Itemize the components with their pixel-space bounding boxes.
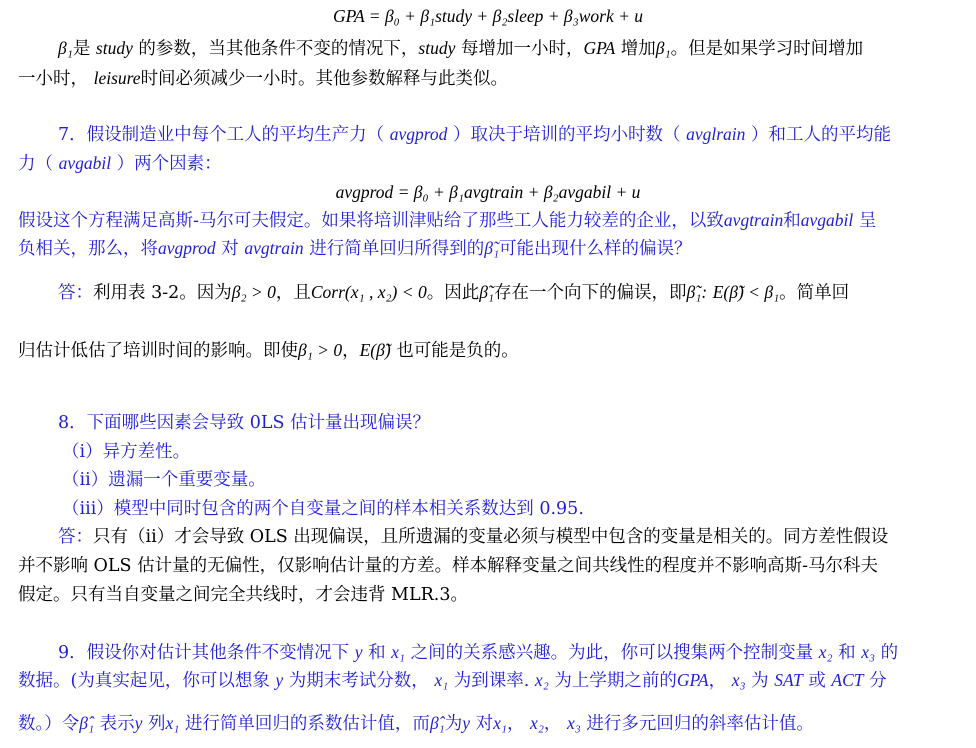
math-symbol: β̃₁ [484, 238, 500, 258]
math-symbol: ACT [831, 670, 864, 690]
text-run: 是 [72, 39, 91, 59]
math-symbol: E(β̃) [359, 340, 391, 360]
text-run: 利用表 3-2。因为 [93, 283, 232, 303]
math-symbol: y [134, 713, 143, 733]
text-run: 和 [838, 643, 856, 663]
text-run: 列 [148, 714, 166, 734]
text-run: 表示 [99, 714, 135, 734]
text-run: 为到课率. [453, 671, 530, 691]
math-symbol: β₁ > 0 [298, 340, 343, 360]
math-symbol: x₂ [818, 642, 833, 662]
math-symbol: avgabil [58, 153, 112, 173]
question-8-option: （ii）遗漏一个重要变量。 [62, 470, 266, 490]
text-run: 。因此 [426, 283, 480, 303]
text-run: 只有（ii）才会导致 OLS 出现偏误，且所遗漏的变量必须与模型中包含的变量是相关的。同方差性假设 [93, 527, 889, 547]
text-run: 7．假设制造业中每个工人的平均生产力（ [58, 125, 385, 145]
text-run: 对 [475, 714, 494, 734]
math-symbol: study [418, 38, 456, 58]
text-run: 增加 [620, 39, 656, 59]
question-9-line [18, 711, 814, 736]
paragraph-line [18, 66, 508, 91]
text-run: ）和工人的平均能 [750, 125, 891, 145]
text-run: ， [708, 671, 727, 691]
answer-7-line [58, 280, 849, 305]
text-run: 为 [444, 714, 463, 734]
text-run: 时间必须减少一小时。其他参数解释与此类似。 [140, 69, 509, 89]
math-symbol: β₂ > 0 [231, 282, 276, 302]
math-symbol: x₃ [731, 670, 746, 690]
math-symbol: x₃ [566, 713, 581, 733]
text-run: ， [342, 341, 360, 361]
math-symbol: y [462, 713, 471, 733]
math-symbol: avglrain [686, 124, 746, 144]
math-symbol: β₁ [655, 38, 671, 58]
math-symbol: avgtrain [723, 210, 784, 230]
question-9-line [58, 640, 898, 665]
math-symbol: leisure [93, 68, 141, 88]
math-symbol: x₁ [493, 713, 507, 733]
text-run: 数。）令 [18, 714, 80, 734]
text-run: 数据。(为真实起见，你可以想象 [18, 671, 270, 691]
text-run: 为上学期之前的 [554, 671, 677, 691]
math-symbol: avgabil [800, 210, 854, 230]
math-symbol: x₂ [534, 670, 549, 690]
text-run: 为 [751, 671, 769, 691]
text-run: 呈 [858, 211, 877, 231]
math-symbol: GPA [676, 670, 709, 690]
math-symbol: Corr(x₁ , x₂) < 0 [310, 282, 427, 302]
math-symbol: β₁ [58, 38, 73, 58]
answer-label: 答： [58, 527, 93, 547]
math-symbol: GPA [583, 38, 616, 58]
text-run: 也可能是负的。 [396, 341, 519, 361]
text-run: ）取决于培训的平均小时数（ [452, 125, 681, 145]
math-symbol: x₂ [530, 713, 544, 733]
text-run: 进行简单回归所得到的 [309, 239, 485, 259]
text-run: 的参数，当其他条件不变的情况下， [138, 39, 419, 59]
math-symbol: x₃ [861, 642, 876, 662]
text-run: 为期末考试分数， [288, 671, 429, 691]
answer-8-line [58, 525, 888, 549]
text-run: 的 [880, 643, 899, 663]
text-run: ， [543, 714, 562, 734]
question-7-line [18, 208, 876, 233]
math-symbol: β̃₁ [479, 282, 495, 302]
answer-7-line [18, 338, 519, 363]
text-run: 力（ [18, 154, 53, 174]
question-7-line [58, 122, 891, 147]
math-symbol: x₁ [434, 670, 449, 690]
text-run: 假设这个方程满足高斯-马尔可夫假定。如果将培训津贴给了那些工人能力较差的企业，以致 [18, 211, 724, 231]
math-symbol: x₁ [391, 642, 406, 662]
math-symbol: avgprod [389, 124, 448, 144]
text-run: 每增加一小时， [460, 39, 584, 59]
question-8-title: 8．下面哪些因素会导致 0LS 估计量出现偏误？ [58, 413, 431, 433]
question-8-option: （i）异方差性。 [62, 442, 191, 462]
question-8-option: （iii）模型中同时包含的两个自变量之间的样本相关系数达到 0.95. [62, 499, 584, 519]
math-symbol: x₁ [165, 713, 180, 733]
math-symbol: avgprod [158, 238, 216, 258]
math-symbol: y [275, 670, 284, 690]
text-run: 进行简单回归的系数估计值，而 [184, 714, 430, 734]
text-run: 和 [783, 211, 801, 231]
text-run: 进行多元回归的斜率估计值。 [586, 714, 814, 734]
paragraph-line [58, 36, 863, 61]
question-7-line [18, 151, 222, 176]
text-run: 9．假设你对估计其他条件不变情况下 [58, 643, 350, 663]
math-symbol: E(β̃) < β₁ [712, 282, 780, 302]
text-run: 分 [869, 671, 887, 691]
text-run: 一小时， [18, 69, 88, 89]
text-run: 对 [221, 239, 239, 259]
math-symbol: β̂₁ [429, 713, 445, 733]
math-symbol: SAT [774, 670, 803, 690]
math-symbol: avgtrain [244, 238, 304, 258]
text-run: ， [506, 714, 525, 734]
answer-8-line: 假定。只有当自变量之间完全共线时，才会违背 MLR.3。 [18, 585, 468, 605]
text-run: 可能出现什么样的偏误？ [499, 239, 692, 259]
text-run: ）两个因素： [116, 154, 222, 174]
text-run: ，且 [275, 283, 311, 303]
answer-label: 答： [58, 283, 93, 303]
math-symbol: β̂₁ [79, 713, 95, 733]
text-run: 。简单回 [779, 283, 850, 303]
text-run: 。但是如果学习时间增加 [670, 39, 864, 59]
math-symbol: y [354, 642, 363, 662]
text-run: 之间的关系感兴趣。为此，你可以搜集两个控制变量 [410, 643, 814, 663]
question-7-line [18, 236, 692, 261]
text-run: 负相关，那么，将 [18, 239, 158, 259]
question-9-line [18, 668, 887, 693]
equation-avgprod: avgprod = β₀ + β₁avgtrain + β₂avgabil + u [335, 182, 641, 202]
answer-8-line: 并不影响 OLS 估计量的无偏性，仅影响估计量的方差。样本解释变量之间共线性的程度并不影响高斯-马尔科夫 [18, 556, 878, 576]
equation-gpa: GPA = β₀ + β₁study + β₂sleep + β₃work + u [332, 6, 644, 26]
text-run: 或 [808, 671, 826, 691]
text-run: 和 [368, 643, 386, 663]
text-run: 存在一个向下的偏误，即 [494, 283, 687, 303]
math-symbol: β̃₁: [686, 282, 708, 302]
math-symbol: study [95, 38, 133, 58]
text-run: 归估计低估了培训时间的影响。即使 [18, 341, 298, 361]
